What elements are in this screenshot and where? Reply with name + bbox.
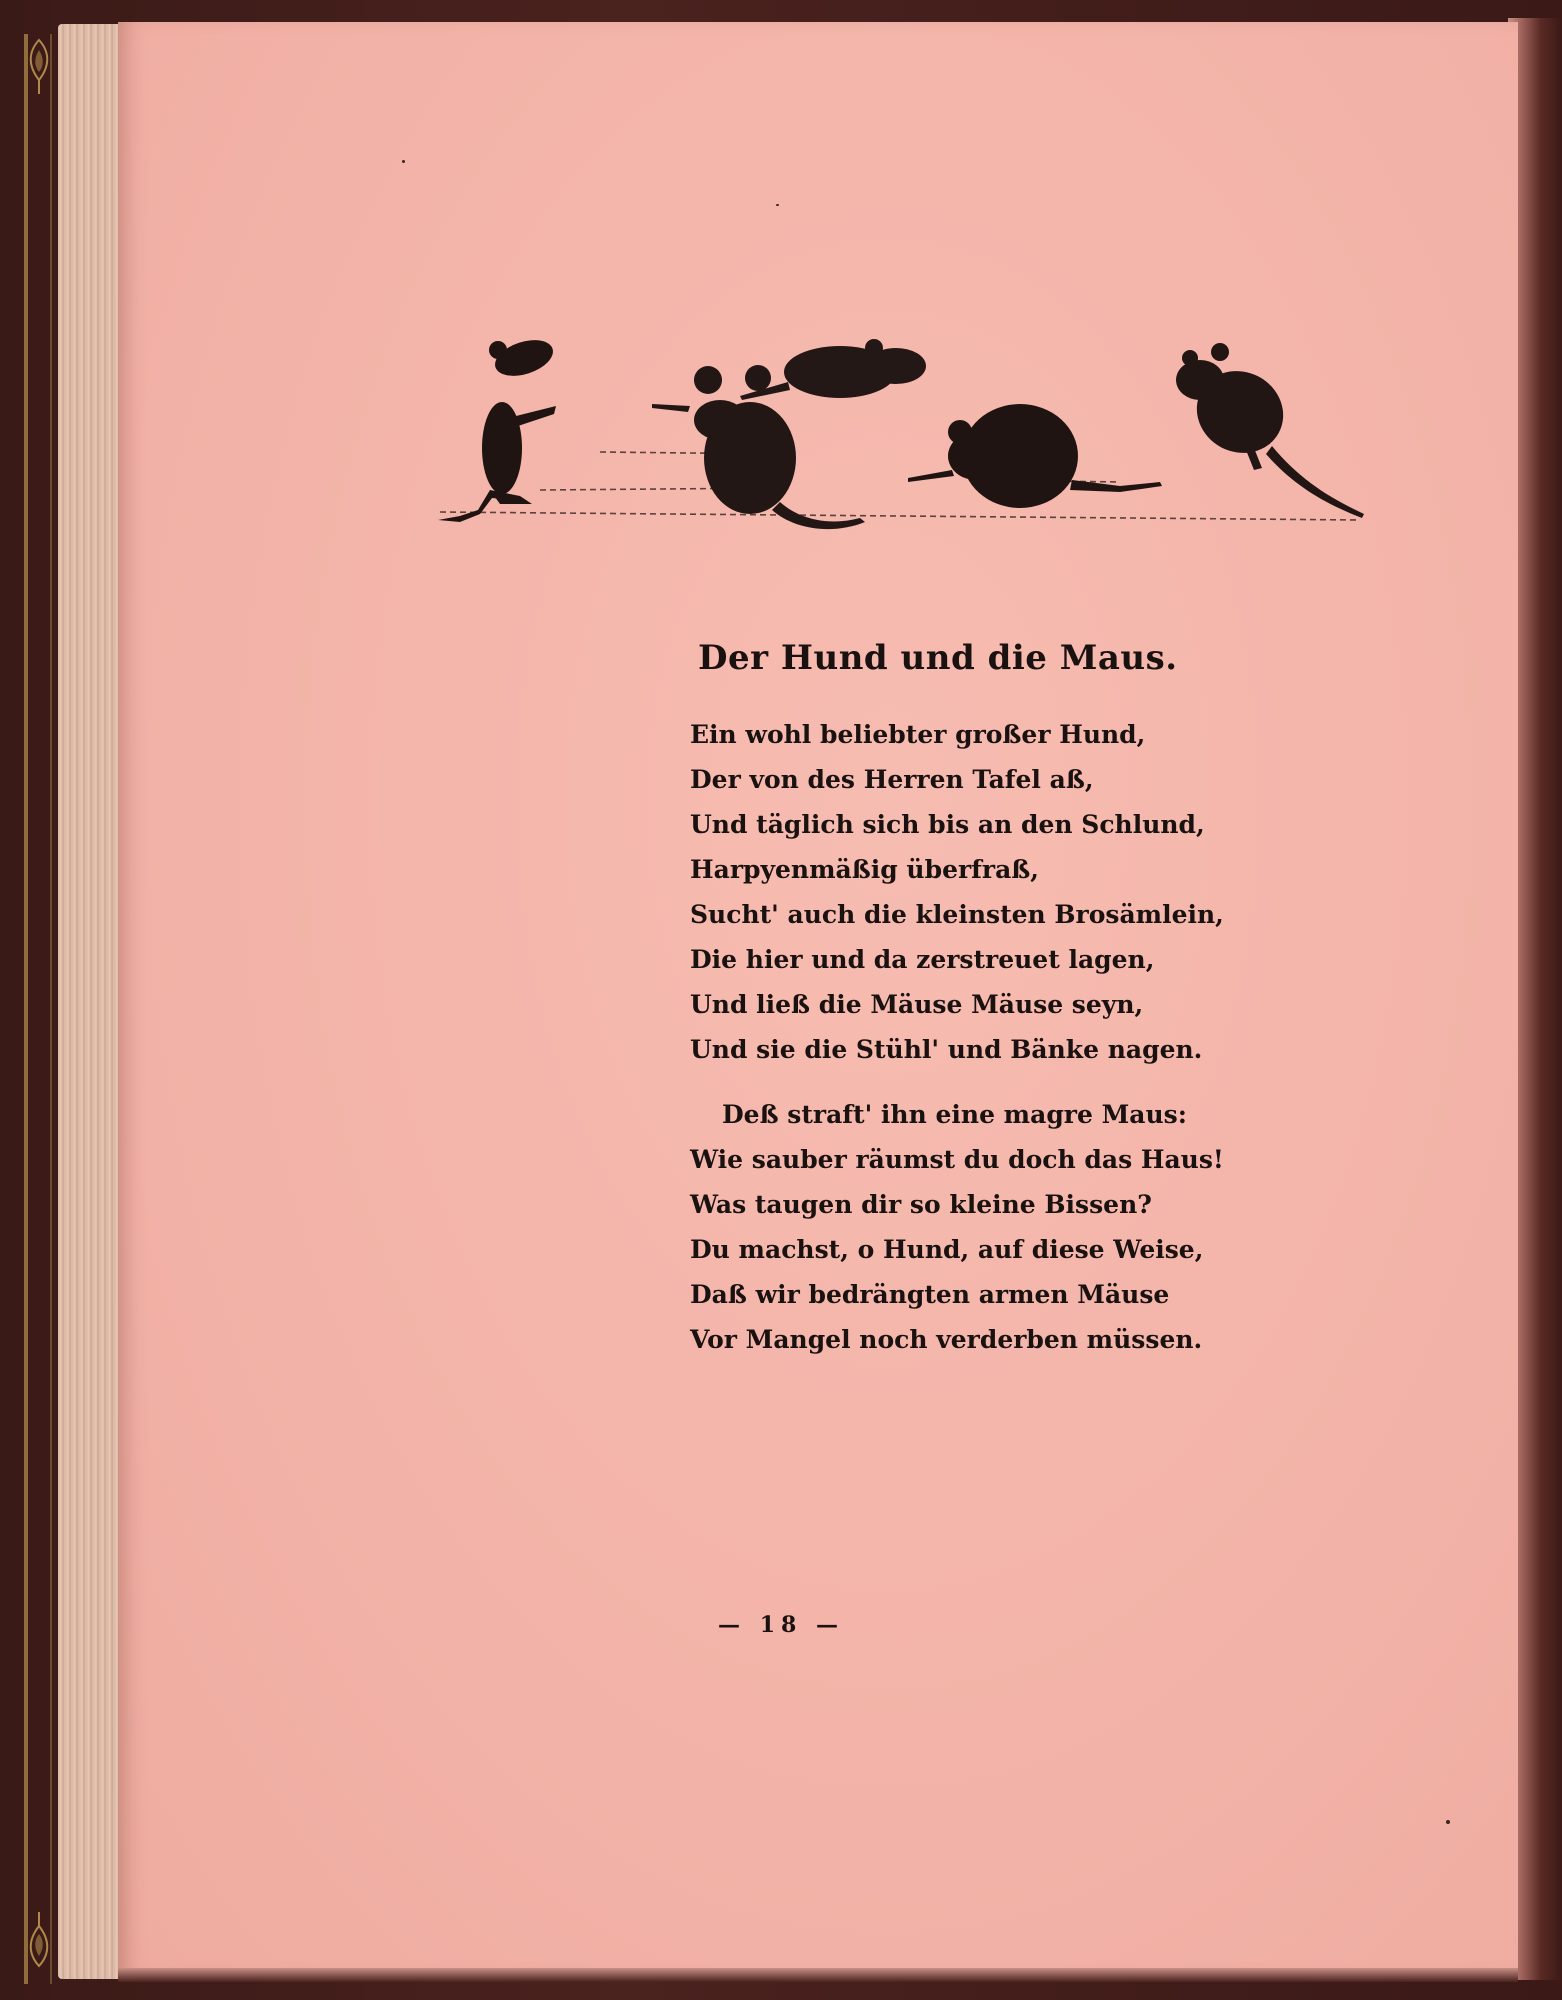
gilt-corner-ornament-icon: [22, 36, 56, 96]
verse-line: Was taugen dir so kleine Bissen?: [690, 1190, 1152, 1219]
verse-line: Daß wir bedrängten armen Mäuse: [690, 1280, 1170, 1309]
stanza-2: [690, 1092, 1290, 1362]
verse-line: Ein wohl beliebter großer Hund,: [690, 720, 1146, 749]
verse-line: Der von des Herren Tafel aß,: [690, 765, 1094, 794]
verse-line: Und sie die Stühl' und Bänke nagen.: [690, 1035, 1203, 1064]
paper-speck: [1446, 1820, 1450, 1824]
gilt-border-line: [24, 34, 28, 1984]
poem-title: Der Hund und die Maus.: [698, 638, 1178, 678]
mouse-lying: [740, 339, 926, 400]
paper-speck: [776, 204, 779, 206]
verse-line: Deß straft' ihn eine magre Maus:: [722, 1100, 1187, 1129]
gilt-border-line-inner: [50, 34, 52, 1984]
page-bottom-edge: [118, 1968, 1518, 1982]
mouse-walking: [1176, 343, 1364, 518]
verse-line: Die hier und da zerstreuet lagen,: [690, 945, 1155, 974]
page-number: — 18 —: [718, 1612, 844, 1638]
mice-illustration: [420, 330, 1380, 550]
verse-line: Und täglich sich bis an den Schlund,: [690, 810, 1205, 839]
page-stack-edges: [58, 24, 124, 1979]
verse-line: Sucht' auch die kleinsten Brosämlein,: [690, 900, 1224, 929]
verse-line: Du machst, o Hund, auf diese Weise,: [690, 1235, 1204, 1264]
verse-line: Und ließ die Mäuse Mäuse seyn,: [690, 990, 1144, 1019]
mouse-standing: [438, 334, 557, 522]
mouse-crouching: [908, 404, 1162, 508]
verse-line: Harpyenmäßig überfraß,: [690, 855, 1039, 884]
ground-strokes: [440, 452, 1360, 520]
poem: [690, 638, 1290, 1362]
gilt-corner-ornament-icon-bottom: [22, 1910, 56, 1970]
verse-line: Vor Mangel noch verderben müssen.: [690, 1325, 1203, 1354]
verse-line: Wie sauber räumst du doch das Haus!: [690, 1145, 1224, 1174]
paper-speck: [402, 160, 405, 163]
stanza-1: [690, 712, 1290, 1072]
